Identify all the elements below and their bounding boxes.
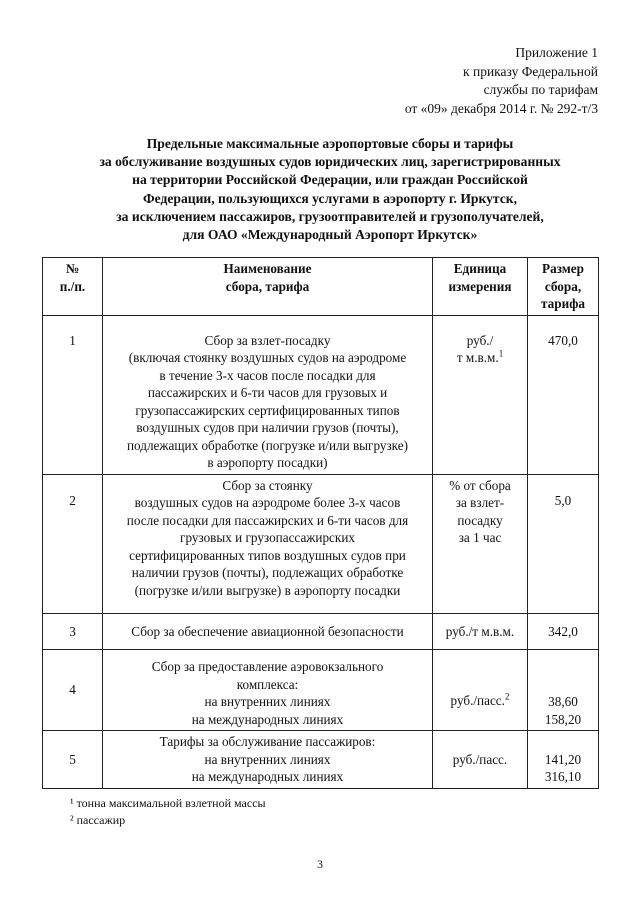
table-row xyxy=(43,650,599,731)
appendix-line: Приложение 1 xyxy=(515,45,598,60)
footnote-2: ² пассажир xyxy=(70,813,126,827)
header-name xyxy=(103,258,433,316)
row-number: 4 xyxy=(43,650,103,731)
fee-name-line: комплекса: xyxy=(236,676,299,692)
row-fee-name xyxy=(103,731,433,789)
row-number: 2 xyxy=(43,474,103,614)
fee-name-line: воздушных судов при наличии грузов (почты), xyxy=(136,420,399,435)
row-amount: 470,0 xyxy=(528,315,599,474)
amount-international: 158,20 xyxy=(544,711,582,727)
row-amount: 5,0 xyxy=(528,474,599,614)
appendix-reference xyxy=(405,44,598,118)
title-line: Предельные максимальные аэропортовые сборы и тарифы xyxy=(146,136,514,151)
amount-domestic: 141,20 xyxy=(544,751,582,767)
unit-line: руб./ xyxy=(466,332,494,348)
header-unit xyxy=(433,258,528,316)
fee-name-line: подлежащих обработке (погрузке и/или выгрузке) xyxy=(126,437,408,453)
unit-text: руб./пасс. xyxy=(450,692,505,708)
title-line: на территории Российской Федерации, или граждан Российской xyxy=(132,172,528,188)
fee-name-line: на внутренних линиях xyxy=(204,751,331,767)
unit-line xyxy=(437,349,523,367)
footnote-marker: 2 xyxy=(504,691,510,702)
appendix-line: от «09» декабря 2014 г. № 292-т/3 xyxy=(404,100,598,116)
row-amount xyxy=(528,731,599,789)
fee-name-line: Тарифы за обслуживание пассажиров: xyxy=(159,734,376,749)
fee-name-line: после посадки для пассажирских и 6-ти часов для xyxy=(126,512,409,528)
unit-line: посадку xyxy=(457,512,503,528)
fee-name-line: грузопассажирских сертифицированных типов xyxy=(135,402,400,418)
row-number: 5 xyxy=(43,731,103,789)
fee-name-line: воздушных судов на аэродроме более 3-х часов xyxy=(134,495,401,510)
fee-name-line: на международных линиях xyxy=(191,711,344,727)
page-number: 3 xyxy=(317,857,323,871)
unit-line: за взлет- xyxy=(455,495,505,510)
fee-name-line: на международных линиях xyxy=(191,769,344,784)
fee-name-line: в аэропорту посадки) xyxy=(207,455,328,470)
fee-name-line: сертифицированных типов воздушных судов при xyxy=(129,547,406,563)
header-amount xyxy=(528,258,599,316)
table-header-row xyxy=(43,258,599,316)
title-line: Федерации, пользующихся услугами в аэропорту г. Иркутск, xyxy=(142,190,518,206)
row-unit xyxy=(433,474,528,614)
fee-name-line: Сбор за взлет-посадку xyxy=(204,332,331,348)
footnotes xyxy=(70,795,266,829)
row-fee-name xyxy=(103,474,433,614)
row-unit xyxy=(433,315,528,474)
fee-name-line: пассажирских и 6-ти часов для грузовых и xyxy=(147,385,388,400)
header-text: Размер xyxy=(542,261,584,276)
table-row xyxy=(43,474,599,614)
title-line: за обслуживание воздушных судов юридических лиц, зарегистрированных xyxy=(99,154,561,170)
amount-international: 316,10 xyxy=(544,769,582,784)
fee-name-line: в течение 3-х часов после посадки для xyxy=(159,367,376,383)
fee-name-line: Сбор за стоянку xyxy=(222,477,313,493)
fee-name-line: наличии грузов (почты), подлежащих обработке xyxy=(131,565,404,580)
header-text: Наименование xyxy=(223,261,312,276)
footnote-marker: 1 xyxy=(498,348,504,359)
fee-name-line: на внутренних линиях xyxy=(204,694,331,709)
row-amount: 342,0 xyxy=(528,614,599,650)
row-fee-name: Сбор за обеспечение авиационной безопасности xyxy=(103,614,433,650)
fee-name-line: Сбор за предоставление аэровокзального xyxy=(151,659,384,674)
row-unit: руб./пасс. xyxy=(433,731,528,789)
amount-domestic: 38,60 xyxy=(548,694,578,709)
unit-line: за 1 час xyxy=(458,530,502,545)
title-line: для ОАО «Международный Аэропорт Иркутск» xyxy=(182,227,478,243)
row-fee-name xyxy=(103,650,433,731)
header-text: сбора, тарифа xyxy=(225,278,310,294)
row-unit: руб./т м.в.м. xyxy=(433,614,528,650)
row-number: 3 xyxy=(43,614,103,650)
row-unit xyxy=(433,650,528,731)
header-number xyxy=(43,258,103,316)
unit-text: т м.в.м. xyxy=(456,350,499,365)
table-row xyxy=(43,614,599,650)
footnote-1: ¹ тонна максимальной взлетной массы xyxy=(70,796,266,810)
row-number: 1 xyxy=(43,315,103,474)
appendix-line: к приказу Федеральной xyxy=(463,63,598,79)
header-text: № xyxy=(65,261,80,276)
document-title xyxy=(70,135,590,244)
header-text: Единица xyxy=(453,261,507,276)
appendix-line: службы по тарифам xyxy=(483,82,598,97)
unit-line: % от сбора xyxy=(449,477,511,493)
row-amount xyxy=(528,650,599,731)
row-fee-name xyxy=(103,315,433,474)
table-row xyxy=(43,731,599,789)
table-row xyxy=(43,315,599,474)
fees-table xyxy=(42,257,599,789)
header-text: сбора, xyxy=(544,278,582,294)
header-text: измерения xyxy=(448,278,512,294)
fee-name-line: (включая стоянку воздушных судов на аэродроме xyxy=(128,350,407,365)
fee-name-line: грузовых и грузопассажирских xyxy=(180,530,355,545)
header-text: тарифа xyxy=(541,296,585,311)
header-text: п./п. xyxy=(59,278,86,294)
fee-name-line: (погрузке и/или выгрузке) в аэропорту посадки xyxy=(134,582,401,598)
title-line: за исключением пассажиров, грузоотправителей и грузополучателей, xyxy=(116,208,544,224)
